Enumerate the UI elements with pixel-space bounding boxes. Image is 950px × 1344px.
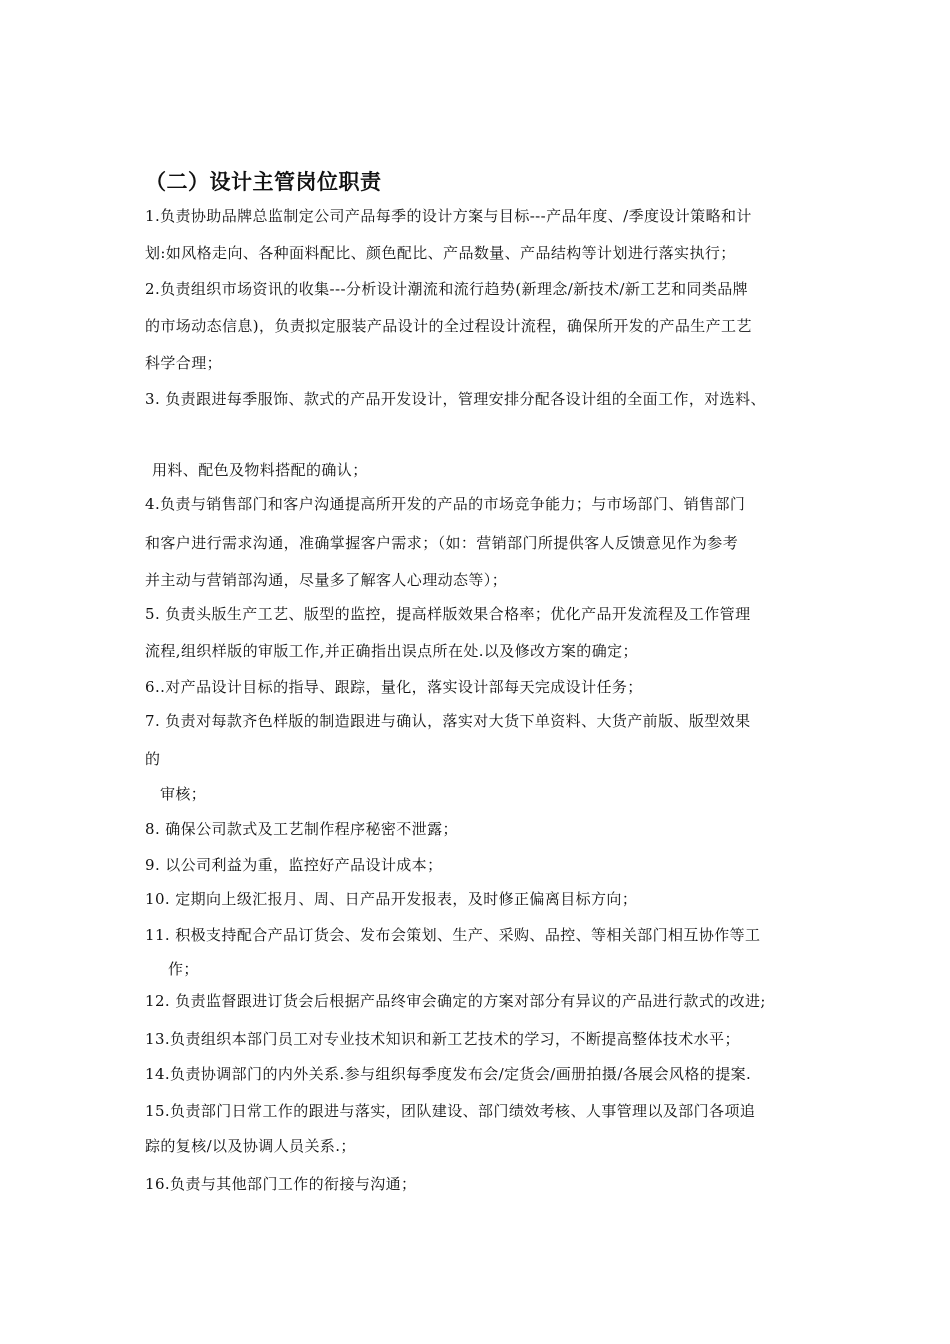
text-line: 14.负责协调部门的内外关系.参与组织每季度发布会/定货会/画册拍摄/各展会风格的提案. (145, 1065, 752, 1083)
text-line: 审核； (160, 785, 207, 803)
text-line: 15.负责部门日常工作的跟进与落实，团队建设、部门绩效考核、人事管理以及部门各项追 (145, 1102, 756, 1120)
text-line: 5. 负责头版生产工艺、版型的监控，提高样版效果合格率；优化产品开发流程及工作管理 (145, 605, 751, 623)
text-line: 并主动与营销部沟通，尽量多了解客人心理动态等）； (145, 571, 508, 589)
text-line: 7. 负责对每款齐色样版的制造跟进与确认，落实对大货下单资料、大货产前版、版型效果 (145, 712, 751, 730)
text-line: 10. 定期向上级汇报月、周、日产品开发报表，及时修正偏离目标方向； (145, 890, 638, 908)
text-line: 9. 以公司利益为重，监控好产品设计成本； (145, 856, 443, 874)
text-line: 划:如风格走向、各种面料配比、颜色配比、产品数量、产品结构等计划进行落实执行； (145, 244, 736, 262)
text-line: 作； (168, 960, 199, 978)
text-line: 12. 负责监督跟进订货会后根据产品终审会确定的方案对部分有异议的产品进行款式的改进; (145, 992, 766, 1010)
text-line: 2.负责组织市场资讯的收集---分析设计潮流和流行趋势(新理念/新技术/新工艺和同类品牌 (145, 280, 749, 298)
text-line: 11. 积极支持配合产品订货会、发布会策划、生产、采购、品控、等相关部门相互协作等工 (145, 926, 761, 944)
text-line: 13.负责组织本部门员工对专业技术知识和新工艺技术的学习，不断提高整体技术水平； (145, 1030, 740, 1048)
text-line: 8. 确保公司款式及工艺制作程序秘密不泄露； (145, 820, 458, 838)
text-line: 1.负责协助品牌总监制定公司产品每季的设计方案与目标---产品年度、/季度设计策略和计 (145, 207, 752, 225)
text-line: 的市场动态信息)，负责拟定服装产品设计的全过程设计流程，确保所开发的产品生产工艺 (145, 317, 752, 335)
text-line: 踪的复核/以及协调人员关系.； (145, 1137, 356, 1155)
text-line: 4.负责与销售部门和客户沟通提高所开发的产品的市场竞争能力；与市场部门、销售部门 (145, 495, 746, 513)
document-title: （二）设计主管岗位职责 (145, 169, 382, 194)
text-line: 科学合理； (145, 354, 223, 372)
text-line: 16.负责与其他部门工作的衔接与沟通； (145, 1175, 417, 1193)
text-line: 3. 负责跟进每季服饰、款式的产品开发设计，管理安排分配各设计组的全面工作，对选料、 (145, 390, 766, 408)
text-line: 的 (145, 750, 161, 768)
text-line: 和客户进行需求沟通，准确掌握客户需求；（如：营销部门所提供客人反馈意见作为参考 (145, 534, 739, 552)
text-line: 流程,组织样版的审版工作,并正确指出误点所在处.以及修改方案的确定； (145, 642, 638, 660)
text-line: 6..对产品设计目标的指导、跟踪，量化，落实设计部每天完成设计任务； (145, 678, 643, 696)
text-line: 用料、配色及物料搭配的确认； (152, 461, 368, 479)
